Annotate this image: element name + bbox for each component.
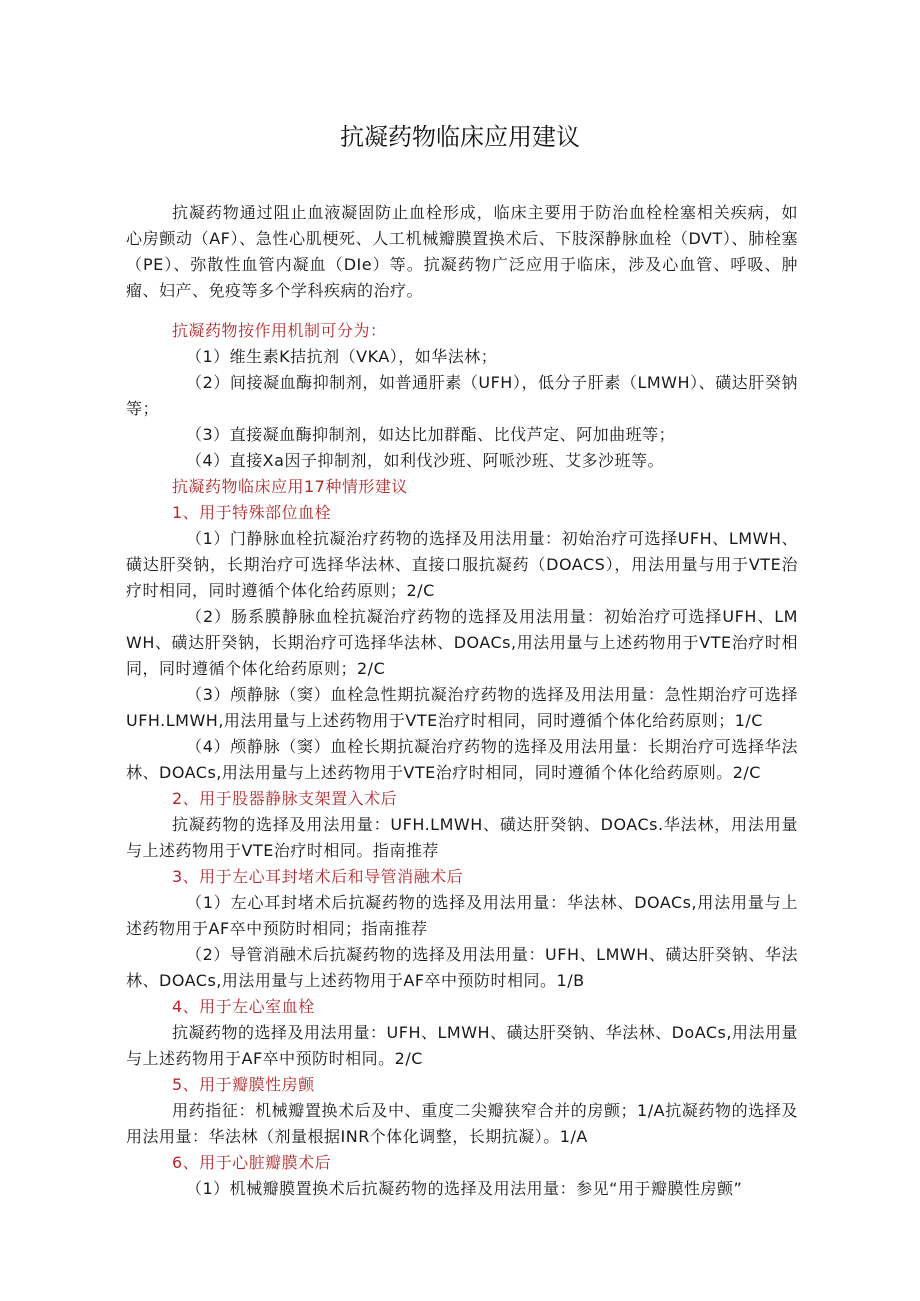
section-heading: 1、用于特殊部位血栓 xyxy=(172,503,332,522)
section-paragraph: （1）左心耳封堵术后抗凝药物的选择及用法用量：华法林、DOACs,用法用量与上述药物用于AF卒中预防时相同；指南推荐 xyxy=(126,893,798,938)
section-paragraph: （1）机械瓣膜置换术后抗凝药物的选择及用法用量：参见“用于瓣膜性房颤” xyxy=(186,1179,743,1198)
section-paragraph: （2）导管消融术后抗凝药物的选择及用法用量：UFH、LMWH、磺达肝癸钠、华法林、DOACs,用法用量与上述药物用于AF卒中预防时相同。1/B xyxy=(126,945,798,990)
classification-item: （1）维生素K拮抗剂（VKA），如华法林； xyxy=(186,347,498,366)
section-heading: 3、用于左心耳封堵术后和导管消融术后 xyxy=(172,867,464,886)
section-heading: 2、用于股器静脉支架置入术后 xyxy=(172,789,398,808)
classification-item: （4）直接Xa因子抑制剂，如利伐沙班、阿哌沙班、艾多沙班等。 xyxy=(186,451,664,470)
section-heading: 6、用于心脏瓣膜术后 xyxy=(172,1153,332,1172)
classification-item: （2）间接凝血酶抑制剂，如普通肝素（UFH），低分子肝素（LMWH）、磺达肝癸钠等； xyxy=(126,373,798,418)
section-paragraph: （2）肠系膜静脉血栓抗凝治疗药物的选择及用法用量：初始治疗可选择UFH、LMWH、磺达肝癸钠，长期治疗可选择华法林、DOACs,用法用量与上述药物用于VTE治疗时相同，同时遵循个体化给药原则；2/C xyxy=(126,607,798,678)
intro-paragraph: 抗凝药物通过阻止血液凝固防止血栓形成，临床主要用于防治血栓栓塞相关疾病，如心房颤动（AF）、急性心肌梗死、人工机械瓣膜置换术后、下肢深静脉血栓（DVT）、肺栓塞（PE）、弥散性血管内凝血（DIe）等。抗凝药物广泛应用于临床，涉及心血管、呼吸、肿瘤、妇产、免疫等多个学科疾病的治疗。 xyxy=(126,203,798,300)
section-paragraph: 用药指征：机械瓣置换术后及中、重度二尖瓣狭窄合并的房颤；1/A抗凝药物的选择及用法用量：华法林（剂量根据INR个体化调整，长期抗凝）。1/A xyxy=(126,1101,798,1146)
section-paragraph: 抗凝药物的选择及用法用量：UFH.LMWH、磺达肝癸钠、DOACs.华法林，用法用量与上述药物用于VTE治疗时相同。指南推荐 xyxy=(126,815,798,860)
page-title: 抗凝药物临床应用建议 xyxy=(340,123,580,151)
intro-block xyxy=(126,200,798,304)
section-paragraph: （4）颅静脉（窦）血栓长期抗凝治疗药物的选择及用法用量：长期治疗可选择华法林、DOACs,用法用量与上述药物用于VTE治疗时相同，同时遵循个体化给药原则。2/C xyxy=(126,737,798,782)
classification-item: （3）直接凝血酶抑制剂，如达比加群酯、比伐芦定、阿加曲班等； xyxy=(186,425,676,444)
section-paragraph: （1）门静脉血栓抗凝治疗药物的选择及用法用量：初始治疗可选择UFH、LMWH、磺达肝癸钠，长期治疗可选择华法林、直接口服抗凝药（DOACS），用法用量与用于VTE治疗时相同，同时遵循个体化给药原则；2/C xyxy=(126,529,798,600)
section-heading: 4、用于左心室血栓 xyxy=(172,997,315,1016)
section-paragraph: 抗凝药物的选择及用法用量：UFH、LMWH、磺达肝癸钠、华法林、DoACs,用法用量与上述药物用于AF卒中预防时相同。2/C xyxy=(126,1023,798,1068)
body-block xyxy=(126,318,798,1202)
section-heading: 5、用于瓣膜性房颤 xyxy=(172,1075,315,1094)
classification-heading: 抗凝药物按作用机制可分为： xyxy=(172,321,387,340)
section-paragraph: （3）颅静脉（窦）血栓急性期抗凝治疗药物的选择及用法用量：急性期治疗可选择UFH.LMWH,用法用量与上述药物用于VTE治疗时相同，同时遵循个体化给药原则；1/C xyxy=(126,685,798,730)
scenarios-heading: 抗凝药物临床应用17种情形建议 xyxy=(172,477,408,496)
